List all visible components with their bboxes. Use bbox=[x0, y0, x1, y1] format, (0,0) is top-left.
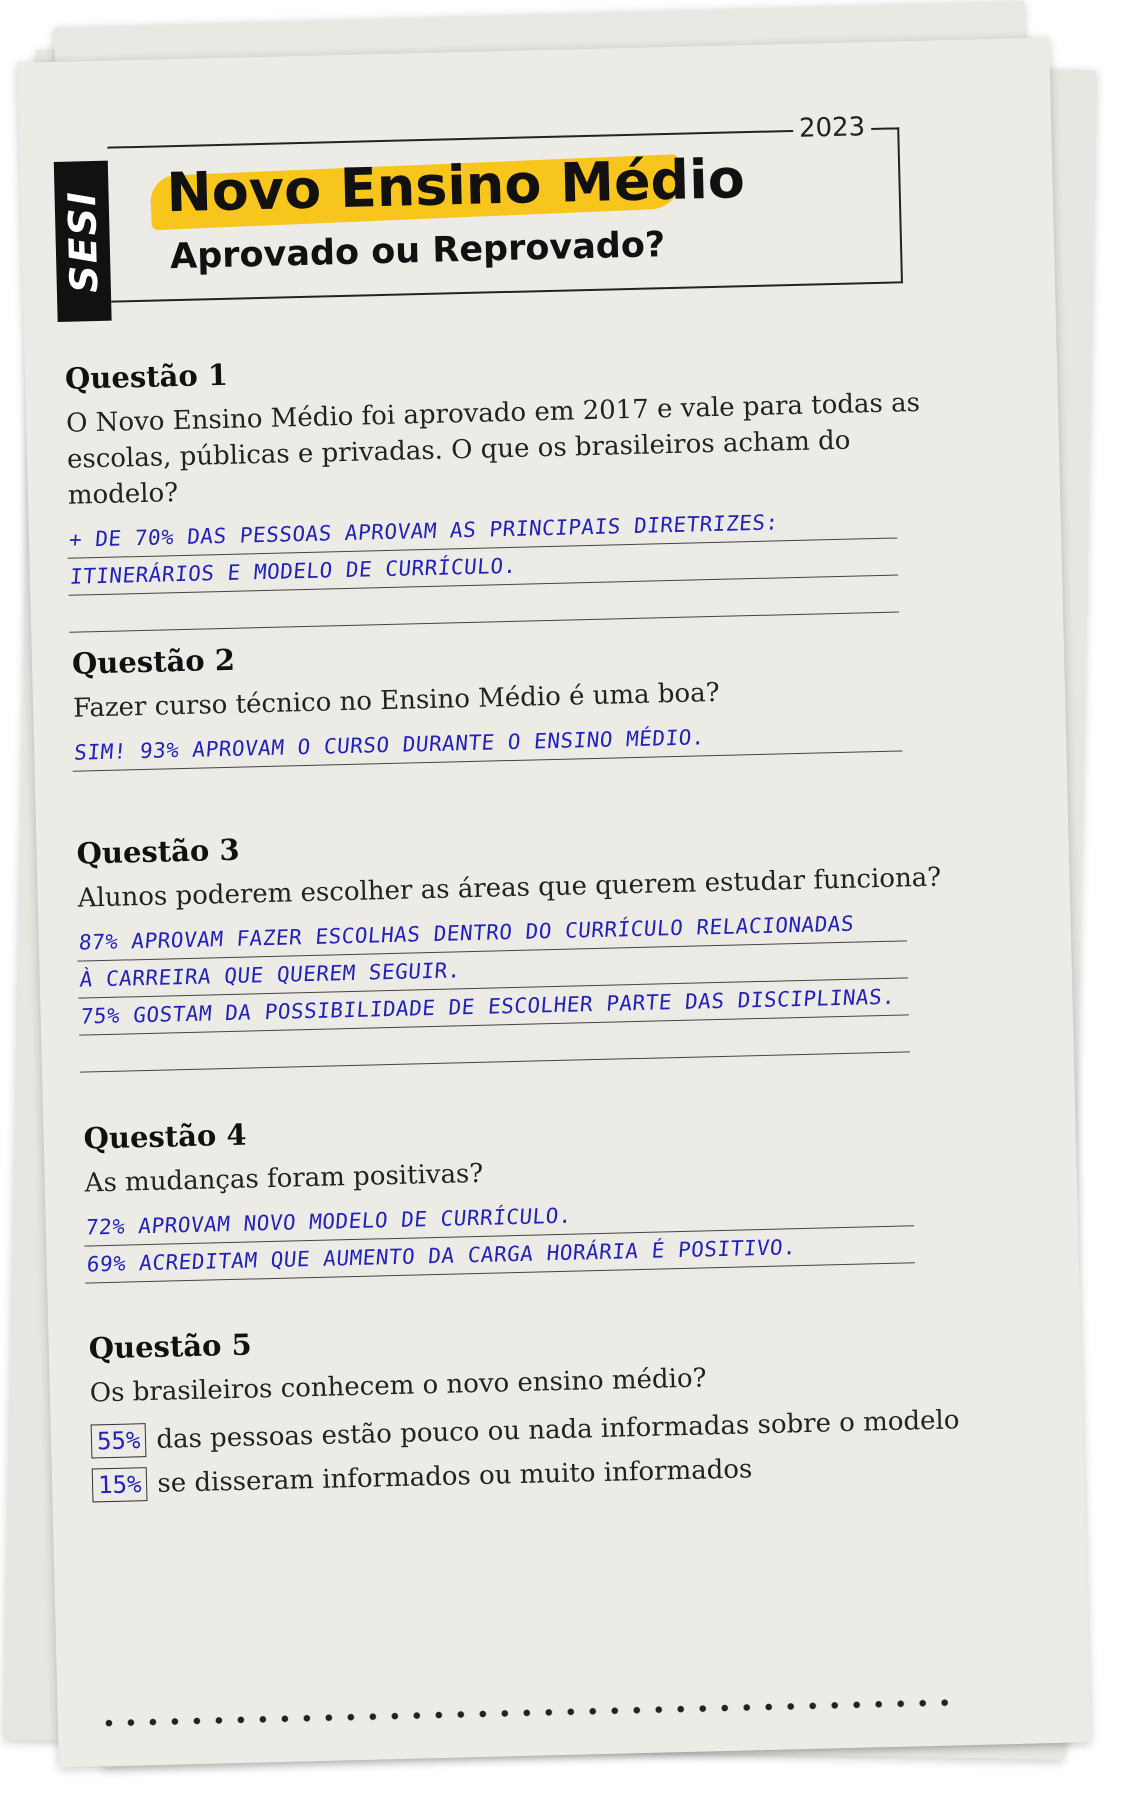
question-title: Questão 2 bbox=[71, 642, 236, 681]
question-title: Questão 4 bbox=[83, 1117, 247, 1156]
title-box bbox=[107, 112, 903, 302]
dotted-divider bbox=[98, 1695, 958, 1730]
stat-value: 55% bbox=[91, 1423, 147, 1458]
page-title: Novo Ensino Médio bbox=[165, 147, 746, 225]
sesi-logo bbox=[54, 161, 112, 322]
question-text: Fazer curso técnico no Ensino Médio é uma boa? bbox=[72, 677, 720, 724]
question-4 bbox=[83, 1100, 967, 1283]
question-title: Questão 5 bbox=[88, 1327, 253, 1366]
brand-text: SESI bbox=[59, 189, 106, 294]
answer-line: SIM! 93% APROVAM O CURSO DURANTE O ENSINO MÉDIO. bbox=[73, 714, 906, 771]
question-3 bbox=[76, 815, 962, 1072]
question-text: As mudanças foram positivas? bbox=[84, 1158, 484, 1199]
answer-line: 72% APROVAM NOVO MODELO DE CURRÍCULO. bbox=[84, 1189, 917, 1246]
question-2 bbox=[72, 625, 955, 771]
question-text: Os brasileiros conhecem o novo ensino médio? bbox=[89, 1363, 707, 1409]
question-title: Questão 3 bbox=[76, 832, 240, 871]
question-5 bbox=[88, 1310, 972, 1507]
stat-label: das pessoas estão pouco ou nada informadas sobre o modelo bbox=[156, 1405, 960, 1455]
stat-label: se disseram informados ou muito informados bbox=[157, 1454, 753, 1499]
question-title: Questão 1 bbox=[64, 357, 229, 396]
answer-line: 75% GOSTAM DA POSSIBILIDADE DE ESCOLHER PARTE DAS DISCIPLINAS. bbox=[79, 978, 912, 1035]
answer-line: 87% APROVAM FAZER ESCOLHAS DENTRO DO CURRÍCULO RELACIONADAS bbox=[77, 904, 910, 961]
page-subtitle: Aprovado ou Reprovado? bbox=[169, 225, 666, 278]
question-text: O Novo Ensino Médio foi aprovado em 2017 e vale para todas as escolas, públicas e privadas. O que os brasileiros acham do modelo? bbox=[65, 387, 921, 511]
answer-line: À CARREIRA QUE QUEREM SEGUIR. bbox=[78, 941, 911, 998]
stat-value: 15% bbox=[92, 1467, 148, 1502]
worksheet bbox=[17, 38, 1090, 1768]
year-label: 2023 bbox=[793, 112, 872, 144]
answer-line: ITINERÁRIOS E MODELO DE CURRÍCULO. bbox=[68, 538, 901, 595]
question-1 bbox=[65, 340, 951, 632]
answer-line: 69% ACREDITAM QUE AUMENTO DA CARGA HORÁRIA É POSITIVO. bbox=[85, 1226, 918, 1283]
question-text: Alunos poderem escolher as áreas que querem estudar funciona? bbox=[77, 862, 942, 914]
answer-line: + DE 70% DAS PESSOAS APROVAM AS PRINCIPAIS DIRETRIZES: bbox=[68, 501, 901, 558]
